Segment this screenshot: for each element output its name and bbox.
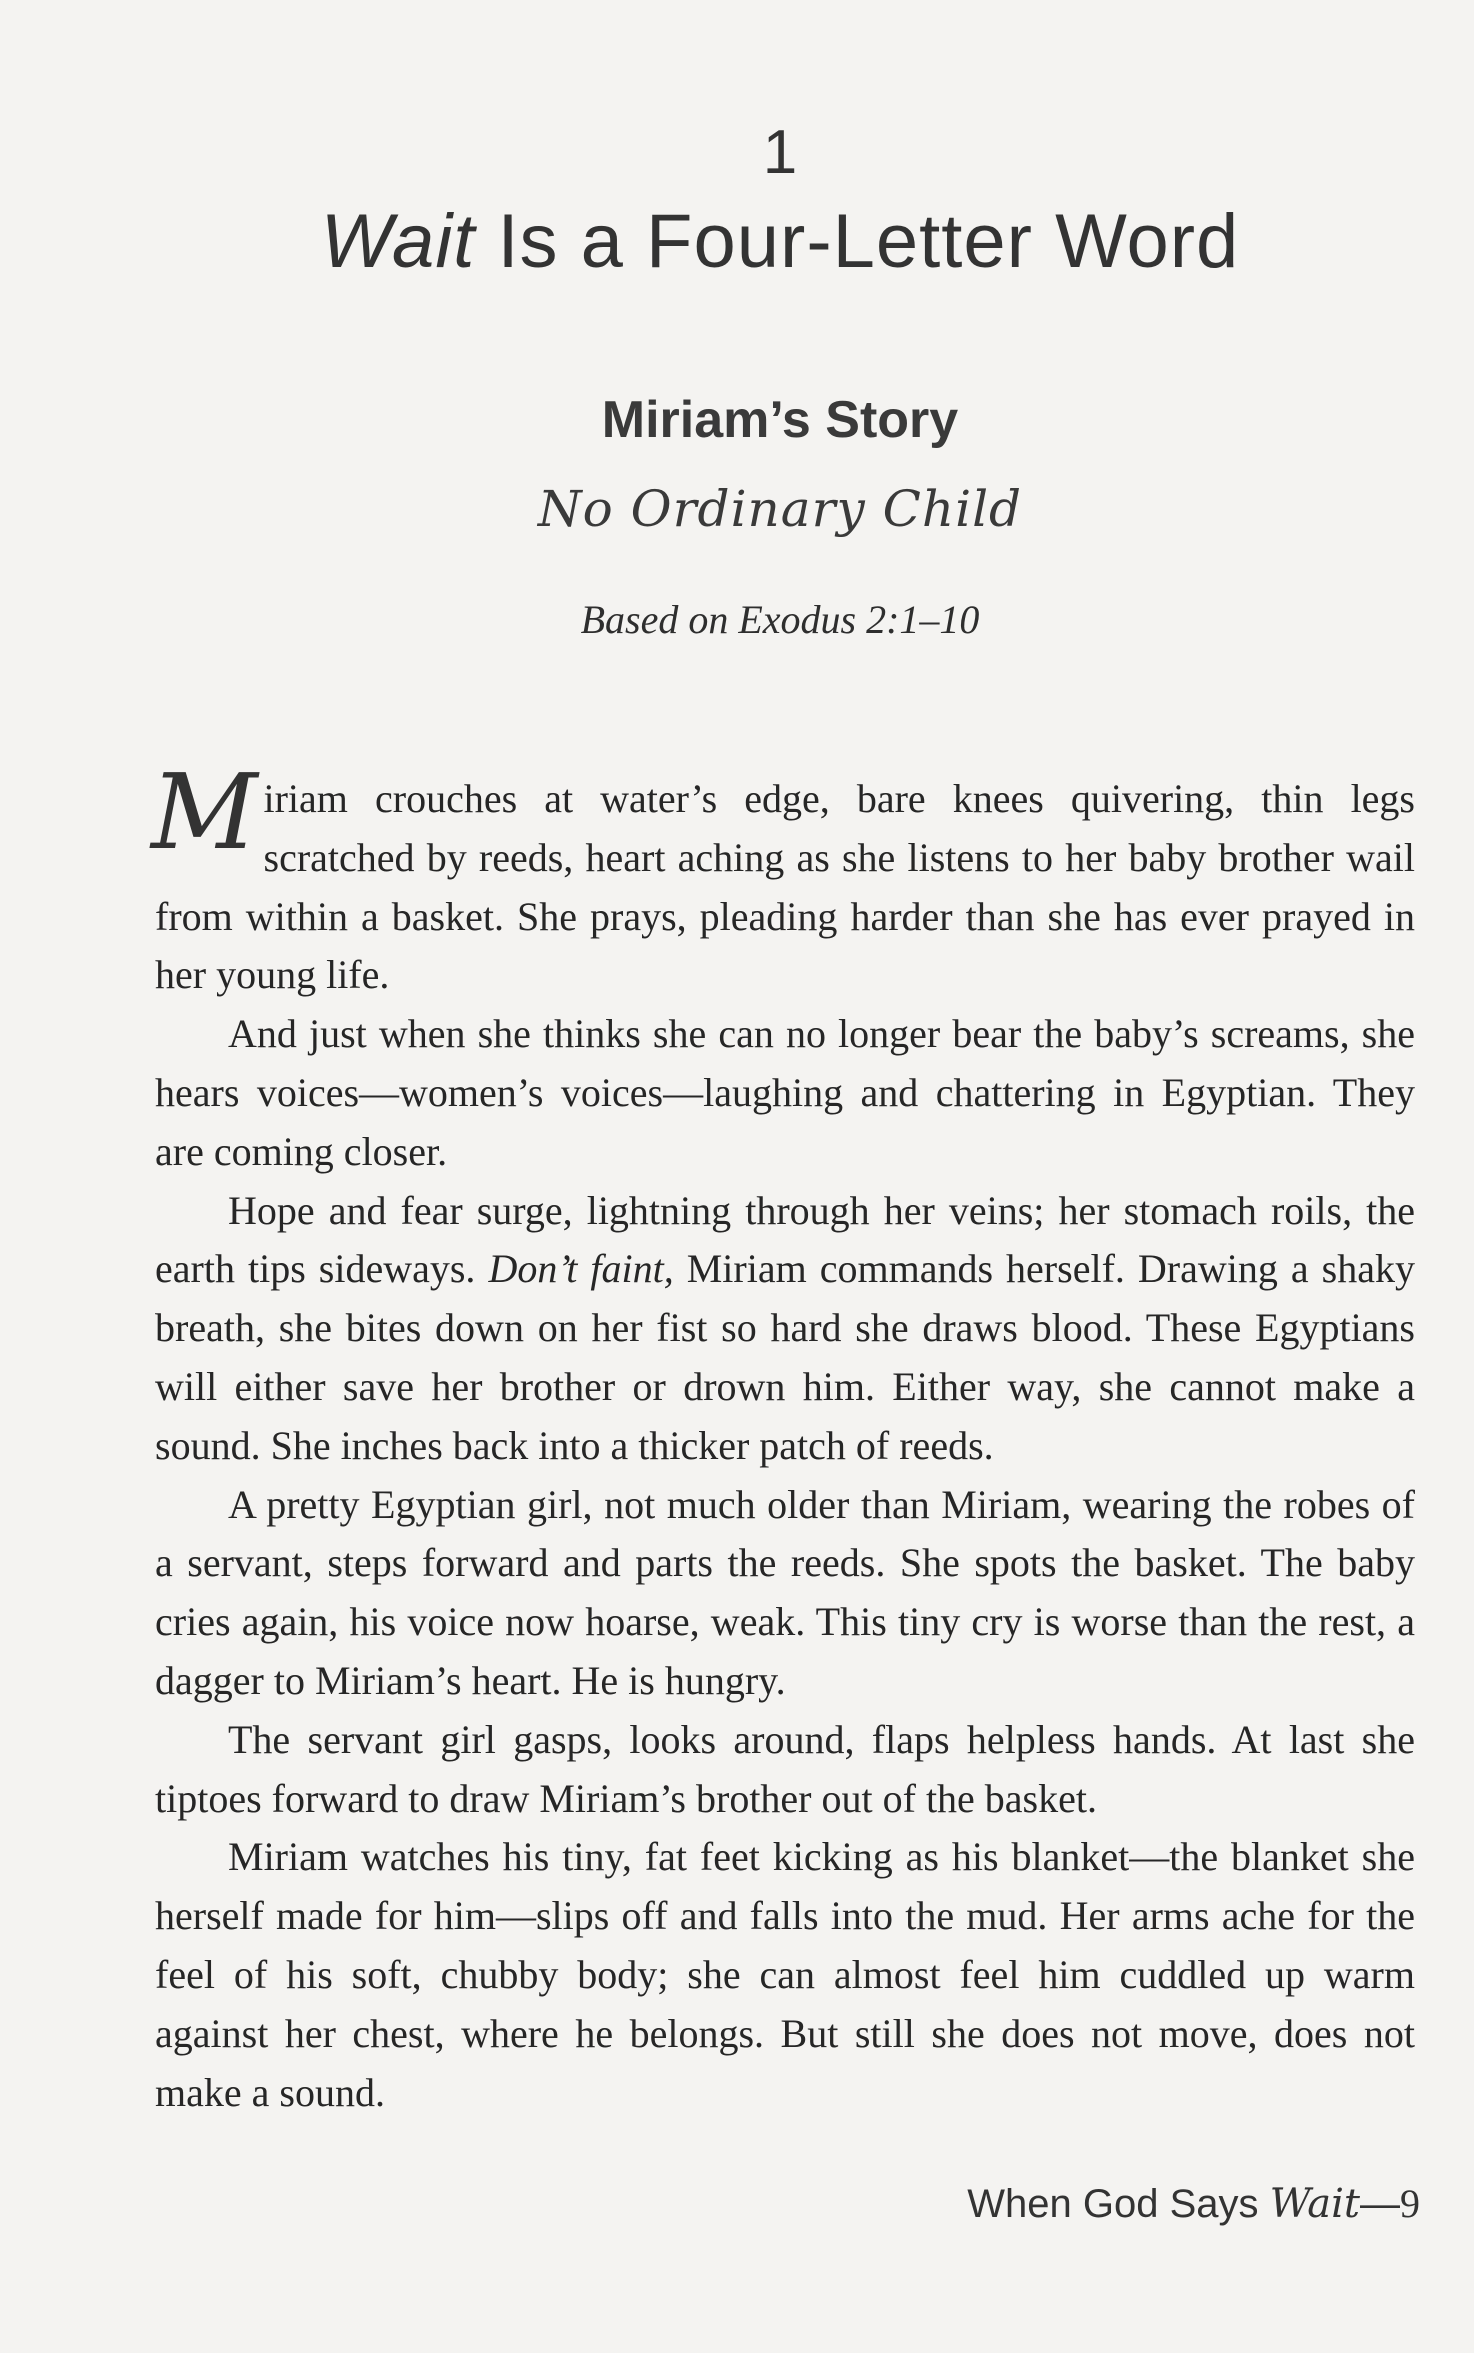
paragraph-5: The servant girl gasps, looks around, flaps helpless hands. At last she tiptoes forward to draw Miriam’s brother out of the basket.	[155, 1716, 1415, 1821]
story-title: Miriam’s Story	[601, 391, 959, 449]
paragraph-3-italic: Don’t faint,	[488, 1246, 674, 1292]
chapter-title	[0, 200, 1474, 284]
paragraph-3-after: Miriam commands herself. Drawing a shaky breath, she bites down on her fist so hard she draws blood. These Egyptians will either save her brother or drown him. Either way, she cannot make a sound. She inches back into a thicker patch of reeds.	[155, 1246, 1415, 1468]
page-number: 9	[1400, 2181, 1420, 2226]
paragraph-2: And just when she thinks she can no longer bear the baby’s screams, she hears voices—women’s voices—laughing and chattering in Egyptian. They are coming closer.	[155, 1011, 1415, 1174]
chapter-title-italic: Wait	[320, 199, 476, 284]
footer-separator: —	[1360, 2182, 1400, 2226]
chapter-number: 1	[762, 118, 798, 187]
chapter-title-rest: Is a Four-Letter Word	[475, 199, 1240, 284]
footer-title-prefix: When God Says	[967, 2182, 1270, 2226]
paragraph-3-before: Hope and fear surge, lightning through her veins; her stomach roils, the earth tips sideways.	[155, 1187, 1415, 1292]
running-footer	[967, 2180, 1420, 2227]
story-subtitle: No Ordinary Child	[537, 480, 1023, 538]
paragraph-1	[151, 751, 1415, 1005]
scripture-reference: Based on Exodus 2:1–10	[580, 597, 980, 642]
paragraph-6: Miriam watches his tiny, fat feet kicking as his blanket—the blanket she herself made for him—slips off and falls into the mud. Her arms ache for the feel of his soft, chubby body; she can almost feel him cuddled up warm against her chest, where he belongs. But still she does not move, does not make a sound.	[155, 1834, 1415, 2115]
footer-title-italic: Wait	[1269, 2181, 1360, 2227]
paragraph-4: A pretty Egyptian girl, not much older than Miriam, wearing the robes of a servant, steps forward and parts the reeds. She spots the basket. The baby cries again, his voice now hoarse, weak. This tiny cry is worse than the rest, a dagger to Miriam’s heart. He is hungry.	[155, 1481, 1415, 1703]
story-body	[151, 751, 1415, 2122]
drop-cap: M	[151, 751, 258, 873]
paragraph-3	[155, 1182, 1415, 1476]
paragraph-1-text: iriam crouches at water’s edge, bare knees quivering, thin legs scratched by reeds, heart aching as she listens to her baby brother wail from within a basket. She prays, pleading harder than she has ever prayed in her young life.	[155, 776, 1415, 998]
